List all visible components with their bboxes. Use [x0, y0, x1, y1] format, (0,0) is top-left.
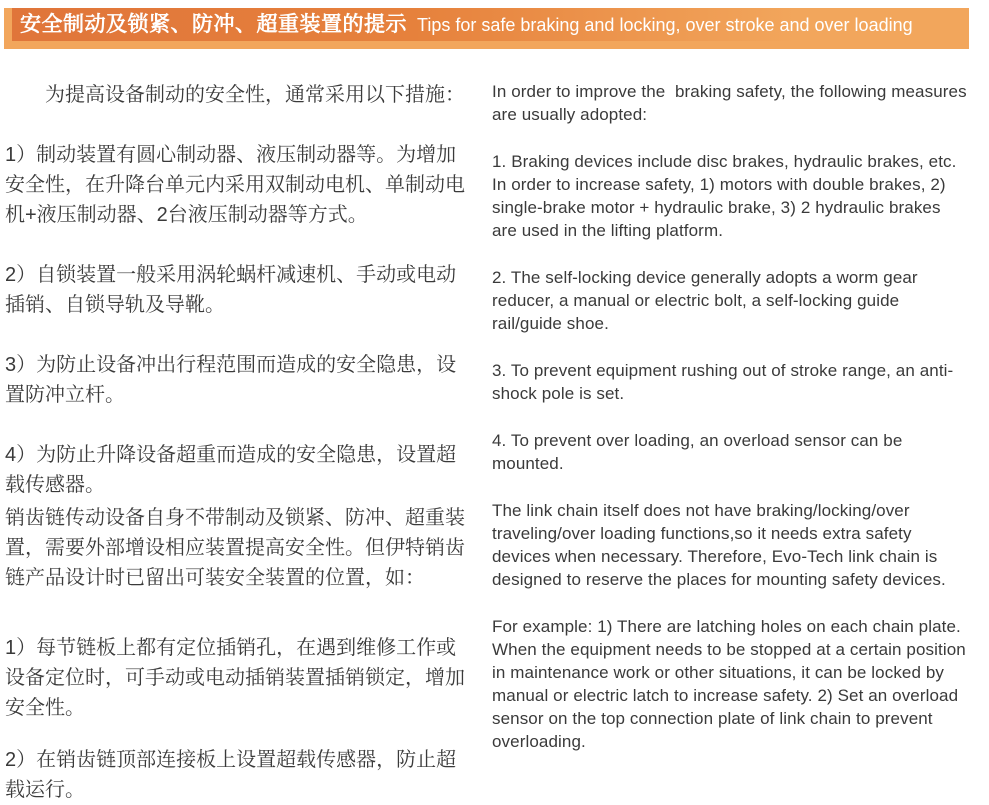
- document-page: [0, 8, 989, 801]
- zh-measure-1: 1）制动装置有圆心制动器、液压制动器等。为增加安全性，在升降台单元内采用双制动电机、单制动电机+液压制动器、2台液压制动器等方式。: [5, 144, 465, 226]
- chinese-column: [5, 80, 470, 805]
- zh-example-2: 2）在销齿链顶部连接板上设置超载传感器，防止超载运行。: [5, 749, 457, 801]
- zh-example-1: 1）每节链板上都有定位插销孔，在遇到维修工作或设备定位时，可手动或电动插销装置插销锁定，增加安全性。: [5, 637, 465, 719]
- en-example-paragraph: For example: 1) There are latching holes on each chain plate. When the equipment needs to be stopped at a certain position in maintenance work or other situations, it can be locked by manual or electric latch to increase safety. 2) Set an overload sensor on the top connection plate of link chain to prevent overloading.: [492, 617, 971, 751]
- title-banner: [4, 8, 969, 49]
- en-measure-4: 4. To prevent over loading, an overload sensor can be mounted.: [492, 431, 908, 473]
- en-measure-3: 3. To prevent equipment rushing out of stroke range, an anti-shock pole is set.: [492, 361, 954, 403]
- en-measure-1: 1. Braking devices include disc brakes, hydraulic brakes, etc. In order to increase safety, 1) motors with double brakes, 2) single-brake motor + hydraulic brake, 3) 2 hydraulic brakes are used in the lifting platform.: [492, 152, 962, 240]
- english-column: [492, 80, 970, 805]
- en-intro-paragraph: In order to improve the braking safety, the following measures are usually adopted:: [492, 82, 972, 124]
- title-banner-inner: [12, 8, 969, 41]
- page-title-english: Tips for safe braking and locking, over stroke and over loading: [417, 15, 913, 35]
- zh-measure-4: 4）为防止升降设备超重而造成的安全隐患，设置超载传感器。: [5, 444, 457, 496]
- zh-measure-2: 2）自锁装置一般采用涡轮蜗杆减速机、手动或电动插销、自锁导轨及导靴。: [5, 264, 457, 316]
- zh-intro-paragraph: 为提高设备制动的安全性，通常采用以下措施：: [45, 84, 465, 106]
- en-measure-2: 2. The self-locking device generally adopts a worm gear reducer, a manual or electric bolt, a self-locking guide rail/guide shoe.: [492, 268, 923, 333]
- zh-note-paragraph: 销齿链传动设备自身不带制动及锁紧、防冲、超重装置，需要外部增设相应装置提高安全性。但伊特销齿链产品设计时已留出可装安全装置的位置，如：: [5, 507, 465, 589]
- en-note-paragraph: The link chain itself does not have braking/locking/over traveling/over loading functions,so it needs extra safety devices when necessary. Therefore, Evo-Tech link chain is designed to reserve the places for mounting safety devices.: [492, 501, 946, 589]
- page-title-chinese: 安全制动及锁紧、防冲、超重装置的提示: [20, 13, 407, 36]
- content-columns: [0, 49, 989, 805]
- zh-measure-3: 3）为防止设备冲出行程范围而造成的安全隐患，设置防冲立杆。: [5, 354, 457, 406]
